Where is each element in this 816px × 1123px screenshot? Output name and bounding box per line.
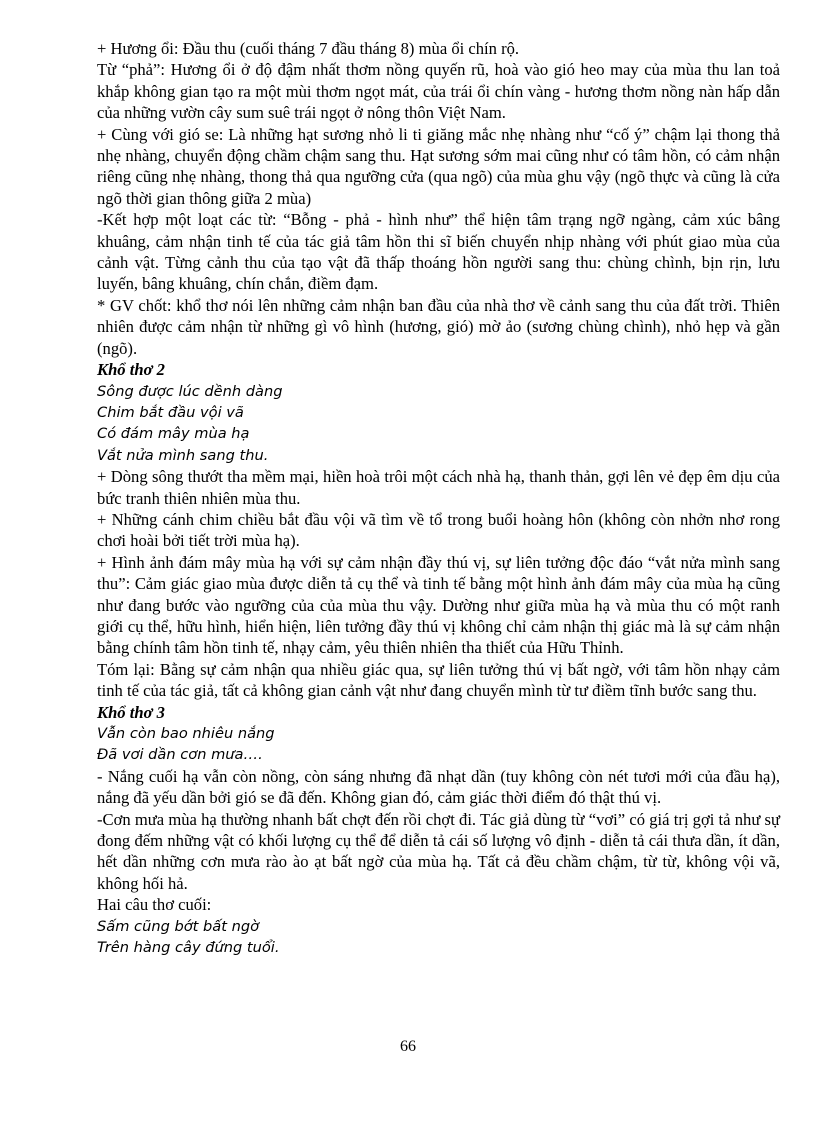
paragraph: -Cơn mưa mùa hạ thường nhanh bất chợt đến rồi chợt đi. Tác giả dùng từ “vơi” có giá trị gợi tả như sự đong đếm những vật có khối lượng cụ thể để diễn tả cái số lượng vô định - diễn tả cái thưa dần, ít dần, hết dần những cơn mưa rào ào ạt bất ngờ của mùa hạ. Tất cả đều chầm chậm, từ từ, không vội vã, không hối hả. [97,809,780,893]
poem-line: Sấm cũng bớt bất ngờ [97,917,260,935]
paragraph: + Cùng với gió se: Là những hạt sương nhỏ li ti giăng mắc nhẹ nhàng như “cố ý” chậm lại thong thả nhẹ nhàng, chuyển động chầm chậm sang thu. Hạt sương sớm mai cũng như có tâm hồn, có cảm nhận riêng cũng nhẹ nhàng, thong thả qua ngưỡng cửa (qua ngõ) của mùa ghu vậy (ngõ thực và cũng là cửa ngõ thời gian thông giữa 2 mùa) [97,124,780,208]
poem-line: Vắt nửa mình sang thu. [97,446,269,464]
section-heading: Khổ thơ 3 [97,702,165,722]
paragraph: * GV chốt: khổ thơ nói lên những cảm nhận ban đầu của nhà thơ về cảnh sang thu của đất trời. Thiên nhiên được cảm nhận từ những gì vô hình (hương, gió) mờ ảo (sương chùng chình), nhỏ hẹp và gần (ngõ). [97,295,780,358]
poem-line: Vẫn còn bao nhiêu nắng [97,725,275,742]
paragraph: + Hình ảnh đám mây mùa hạ với sự cảm nhận đầy thú vị, sự liên tưởng độc đáo “vắt nửa mình sang thu”: Cảm giác giao mùa được diễn tả cụ thể và tinh tế bằng một hình ảnh đám mây của mùa hạ cũng như đang bước vào ngưỡng của của mùa thu vậy. Dường như giữa mùa hạ và mùa thu có một ranh giới cụ thể, hữu hình, hiển hiện, liên tưởng đầy thú vị không chỉ cảm nhận thị giác mà là sự cảm nhận bằng chính tâm hồn tinh tế, nhạy cảm, yêu thiên nhiên tha thiết của Hữu Thỉnh. [97,552,780,658]
poem-line: Sông được lúc dềnh dàng [97,382,283,400]
poem-line: Đã vơi dần cơn mưa…. [97,746,263,764]
poem-line: Chim bắt đầu vội vã [97,403,244,421]
paragraph: + Hương ổi: Đầu thu (cuối tháng 7 đầu tháng 8) mùa ổi chín rộ. [97,39,520,58]
poem-line: Có đám mây mùa hạ [97,425,250,443]
page-number: 66 [400,1038,416,1055]
poem-line: Trên hàng cây đứng tuổi. [97,939,280,957]
paragraph: -Kết hợp một loạt các từ: “Bỗng - phả - hình như” thể hiện tâm trạng ngỡ ngàng, cảm xúc bâng khuâng, cảm nhận tinh tế của tác giả tâm hồn thi sĩ biến chuyển nhịp nhàng với phút giao mùa của cảnh vật. Từng cảnh thu của tạo vật đã thấp thoáng hồn người sang thu: chùng chình, bịn rịn, lưu luyến, bâng khuâng, chín chắn, điềm đạm. [97,210,780,294]
paragraph: Từ “phả”: Hương ổi ở độ đậm nhất thơm nồng quyến rũ, hoà vào gió heo may của mùa thu lan toả khắp không gian tạo ra một mùi thơm ngọt mát, của trái ổi chín vàng - hương thơm nồng nàn hấp dẫn của những vườn cây sum suê trái ngọt ở nông thôn Việt Nam. [97,60,780,123]
paragraph: + Dòng sông thướt tha mềm mại, hiền hoà trôi một cách nhà hạ, thanh thản, gợi lên vẻ đẹp êm dịu của bức tranh thiên nhiên mùa thu. [97,467,780,508]
paragraph: + Những cánh chim chiều bắt đầu vội vã tìm về tổ trong buổi hoàng hôn (không còn nhởn nhơ rong chơi hoài bởi tiết trời mùa hạ). [97,509,780,551]
paragraph: - Nắng cuối hạ vẫn còn nồng, còn sáng nhưng đã nhạt dần (tuy không còn nét tươi mới của đầu hạ), nắng đã yếu dần bởi gió se đã đến. Không gian đó, cảm giác thời điểm đó thật thú vị. [97,766,780,808]
document-body [97,38,780,958]
section-heading: Khổ thơ 2 [97,360,165,380]
paragraph: Hai câu thơ cuối: [97,895,212,915]
paragraph: Tóm lại: Bằng sự cảm nhận qua nhiều giác qua, sự liên tưởng thú vị bất ngờ, với tâm hồn nhạy cảm tinh tế của tác giả, tất cả không gian cảnh vật như đang chuyển mình từ tư điềm tĩnh bước sang thu. [97,659,780,701]
